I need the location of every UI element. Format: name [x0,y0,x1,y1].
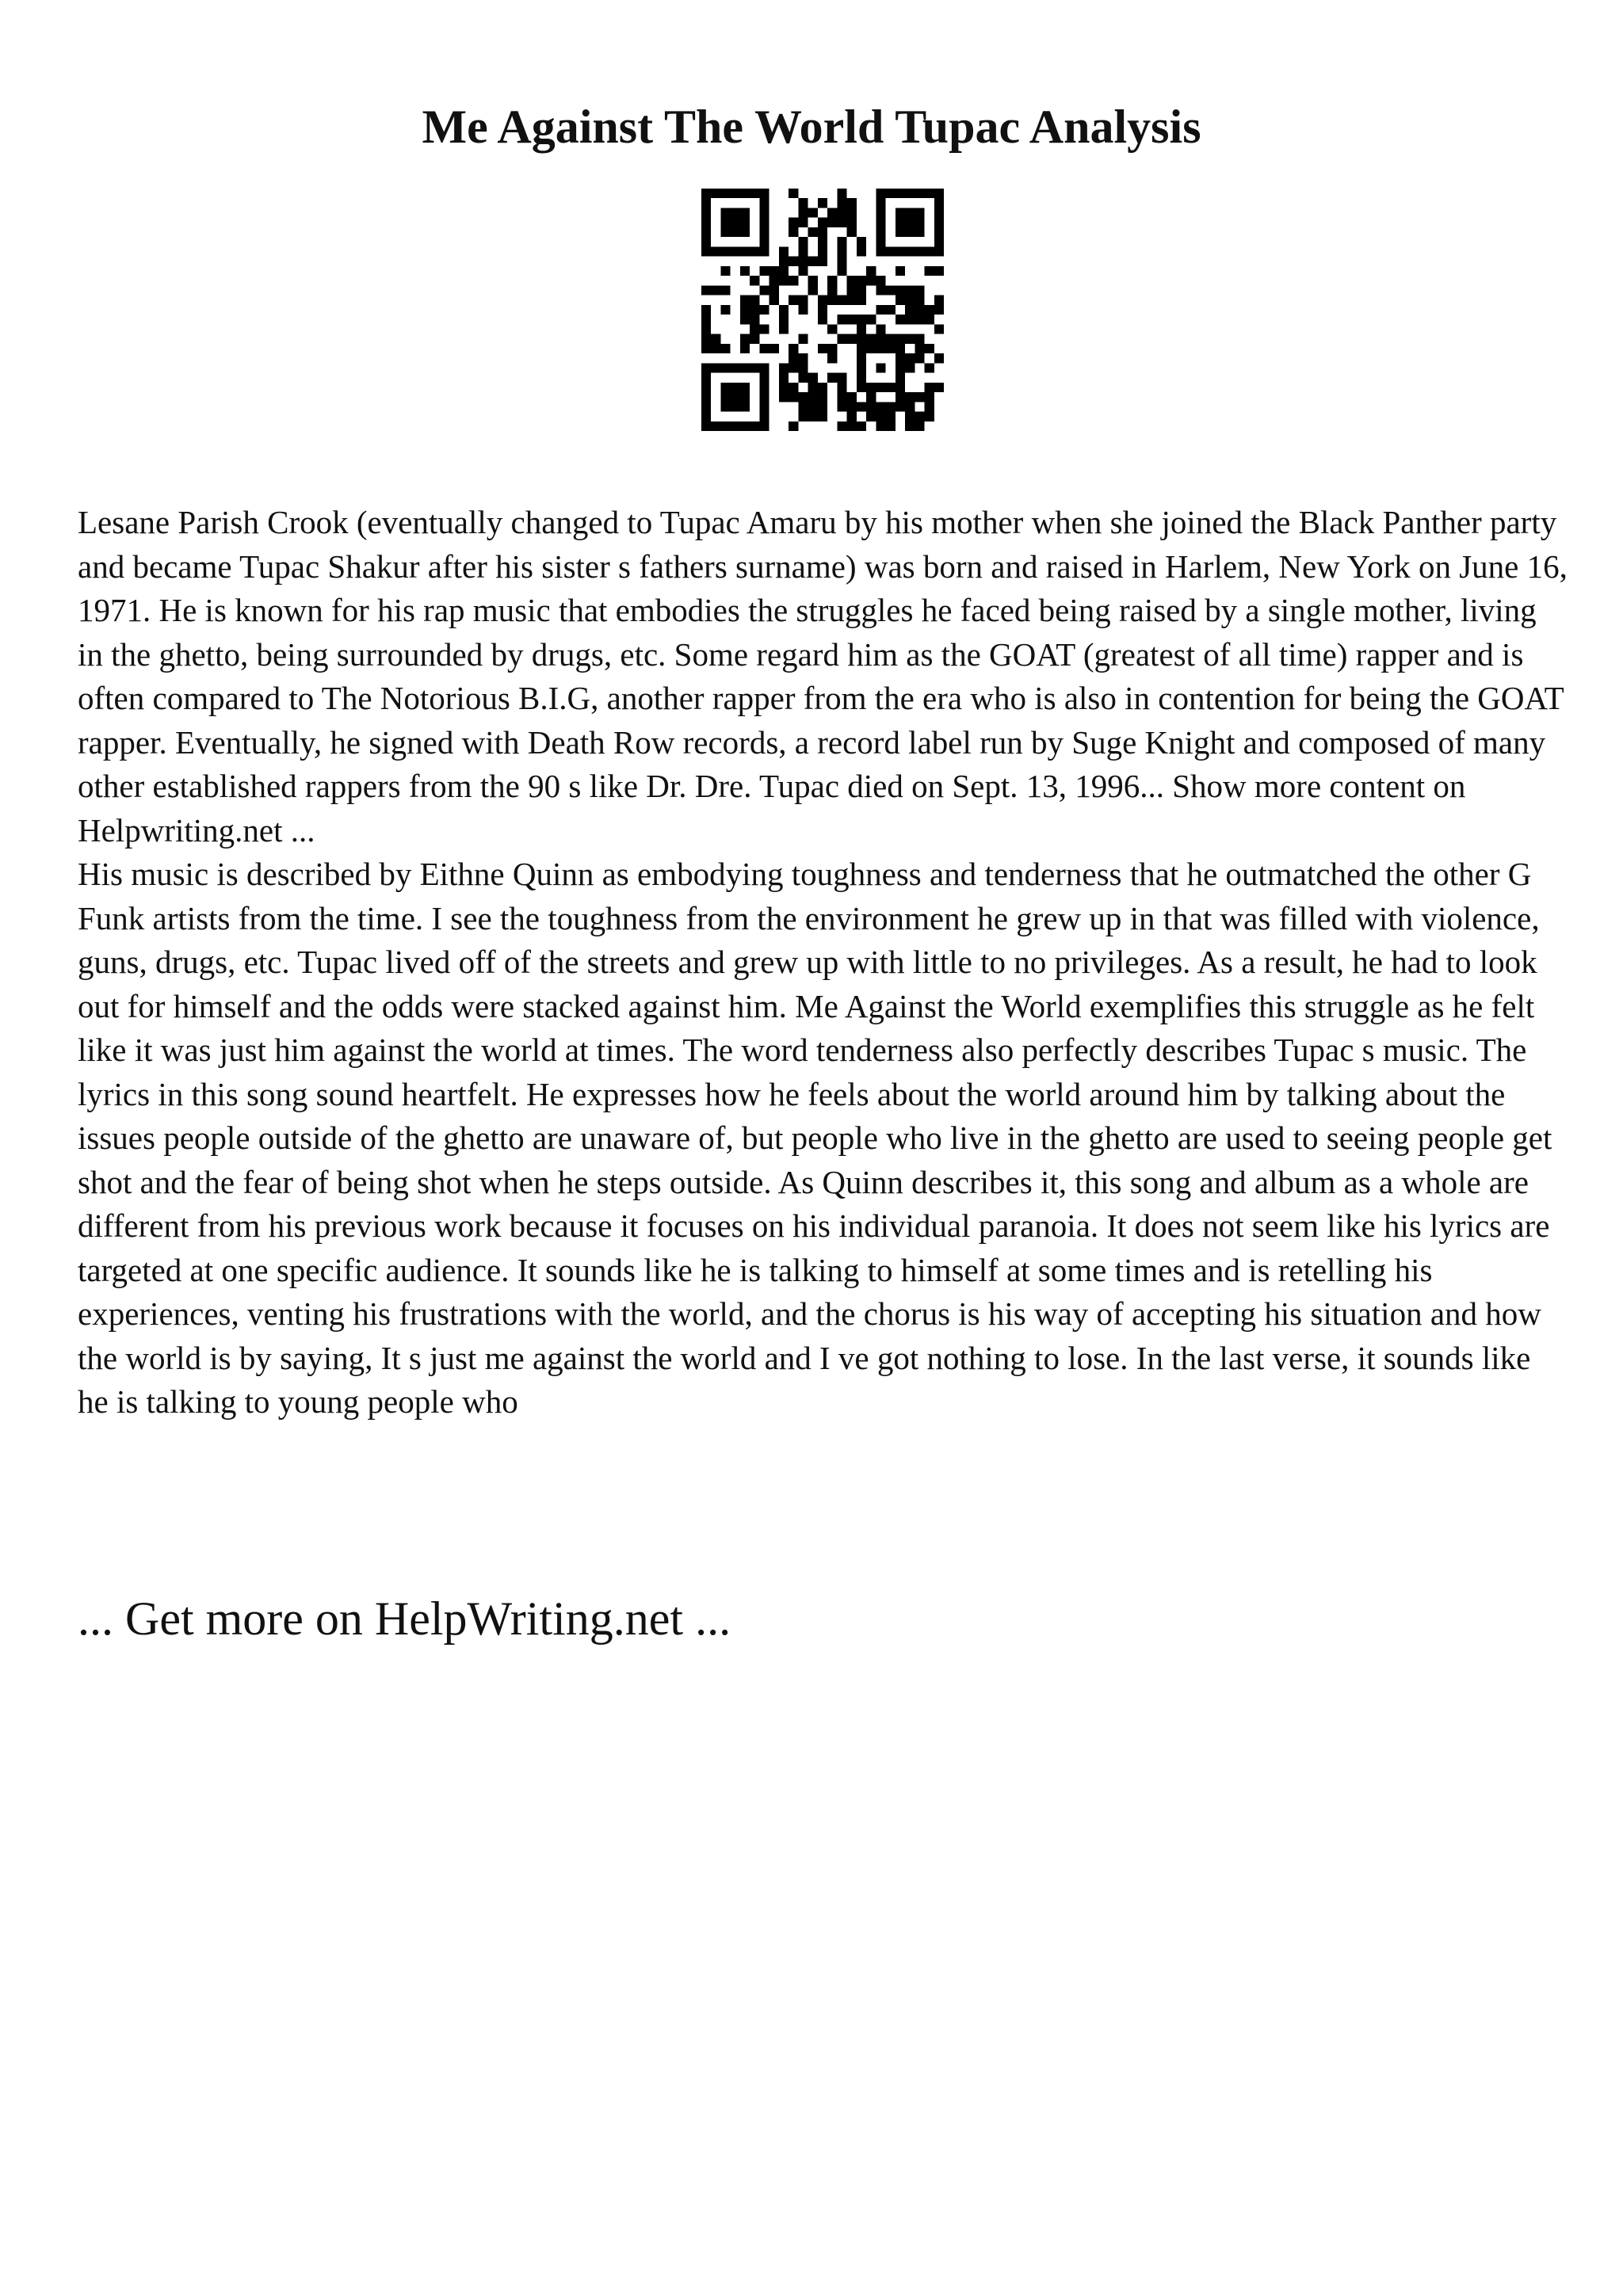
get-more-link[interactable]: ... Get more on HelpWriting.net ... [78,1592,731,1645]
qr-code-icon [701,189,944,431]
document-body [78,501,1568,1425]
paragraph: His music is described by Eithne Quinn as embodying toughness and tenderness that he outmatched the other G Funk artists from the time. I see the toughness from the environment he grew up in that was filled with violence, guns, drugs, etc. Tupac lived off of the streets and grew up with little to no privileges. As a result, he had to look out for himself and the odds were stacked against him. Me Against the World exemplifies this struggle as he felt like it was just him against the world at times. The word tenderness also perfectly describes Tupac s music. The lyrics in this song sound heartfelt. He expresses how he feels about the world around him by talking about the issues people outside of the ghetto are unaware of, but people who live in the ghetto are used to seeing people get shot and the fear of being shot when he steps outside. As Quinn describes it, this song and album as a whole are different from his previous work because it focuses on his individual paranoia. It does not seem like his lyrics are targeted at one specific audience. It sounds like he is talking to himself at some times and is retelling his experiences, venting his frustrations with the world, and the chorus is his way of accepting his situation and how the world is by saying, It s just me against the world and I ve got nothing to lose. In the last verse, it sounds like he is talking to young people who [78,856,1552,1420]
document-title: Me Against The World Tupac Analysis [422,101,1201,153]
paragraph: Lesane Parish Crook (eventually changed to Tupac Amaru by his mother when she joined the Black Panther party and became Tupac Shakur after his sister s fathers surname) was born and raised in Harlem, New York on June 16, 1971. He is known for his rap music that embodies the struggles he faced being raised by a single mother, living in the ghetto, being surrounded by drugs, etc. Some regard him as the GOAT (greatest of all time) rapper and is often compared to The Notorious B.I.G, another rapper from the era who is also in contention for being the GOAT rapper. Eventually, he signed with Death Row records, a record label run by Suge Knight and composed of many other established rappers from the 90 s like Dr. Dre. Tupac died on Sept. 13, 1996... Show more content on Helpwriting.net ... [78,504,1568,849]
